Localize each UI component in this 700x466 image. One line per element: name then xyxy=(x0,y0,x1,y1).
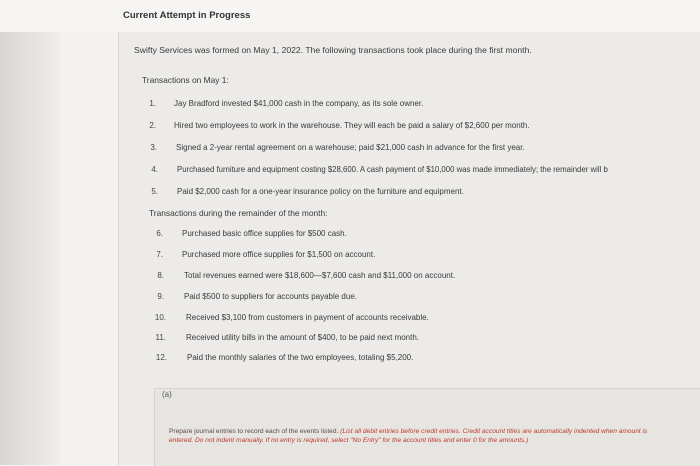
transaction-text: Purchased basic office supplies for $500 cash. xyxy=(182,229,347,238)
transaction-text: Jay Bradford invested $41,000 cash in the company, as its sole owner. xyxy=(174,99,424,108)
transaction-number: 3. xyxy=(150,143,157,152)
section-heading-may1: Transactions on May 1: xyxy=(142,75,229,85)
problem-intro: Swifty Services was formed on May 1, 2022. The following transactions took place during the first month. xyxy=(134,45,532,55)
transaction-text: Paid the monthly salaries of the two employees, totaling $5,200. xyxy=(187,353,414,362)
transaction-text: Hired two employees to work in the warehouse. They will each be paid a salary of $2,600 per month. xyxy=(174,121,530,130)
transaction-text: Signed a 2-year rental agreement on a warehouse; paid $21,000 cash in advance for the first year. xyxy=(176,143,525,152)
transaction-number: 9. xyxy=(157,292,164,301)
instruction-text: Prepare journal entries to record each of the events listed. xyxy=(169,428,341,435)
transaction-number: 11. xyxy=(155,333,166,342)
journal-instructions xyxy=(169,428,649,445)
attempt-status-title: Current Attempt in Progress xyxy=(123,10,251,21)
instruction-note: (List all debit entries before credit entries. Credit account titles are automatically indented when amount is entered. Do not indent manually. If no entry is required, select "No Entry" for the account titles and enter 0 for the amounts.) xyxy=(169,428,648,444)
left-edge-shadow xyxy=(0,0,60,465)
transaction-text: Received $3,100 from customers in payment of accounts receivable. xyxy=(186,313,429,322)
transaction-number: 12. xyxy=(155,353,167,362)
transaction-number: 10. xyxy=(154,313,166,322)
transaction-text: Purchased more office supplies for $1,500 on account. xyxy=(182,250,376,259)
top-bar xyxy=(0,0,700,32)
transaction-text: Paid $500 to suppliers for accounts payable due. xyxy=(184,292,358,301)
transaction-number: 2. xyxy=(149,121,156,130)
transaction-text: Total revenues earned were $18,600—$7,600 cash and $11,000 on account. xyxy=(184,271,456,280)
part-label: (a) xyxy=(162,390,172,399)
transaction-number: 8. xyxy=(157,271,164,280)
transaction-number: 6. xyxy=(156,229,163,238)
transaction-number: 5. xyxy=(151,187,158,196)
transaction-number: 1. xyxy=(149,99,156,108)
transaction-text: Purchased furniture and equipment costing $28,600. A cash payment of $10,000 was made immediately; the remainder will b xyxy=(177,165,608,174)
section-heading-remainder: Transactions during the remainder of the month: xyxy=(149,208,328,218)
transaction-text: Paid $2,000 cash for a one-year insurance policy on the furniture and equipment. xyxy=(177,187,464,196)
transaction-number: 4. xyxy=(151,165,158,174)
transaction-text: Received utility bills in the amount of $400, to be paid next month. xyxy=(186,333,420,342)
part-a-panel xyxy=(154,388,700,466)
transaction-number: 7. xyxy=(156,250,163,259)
